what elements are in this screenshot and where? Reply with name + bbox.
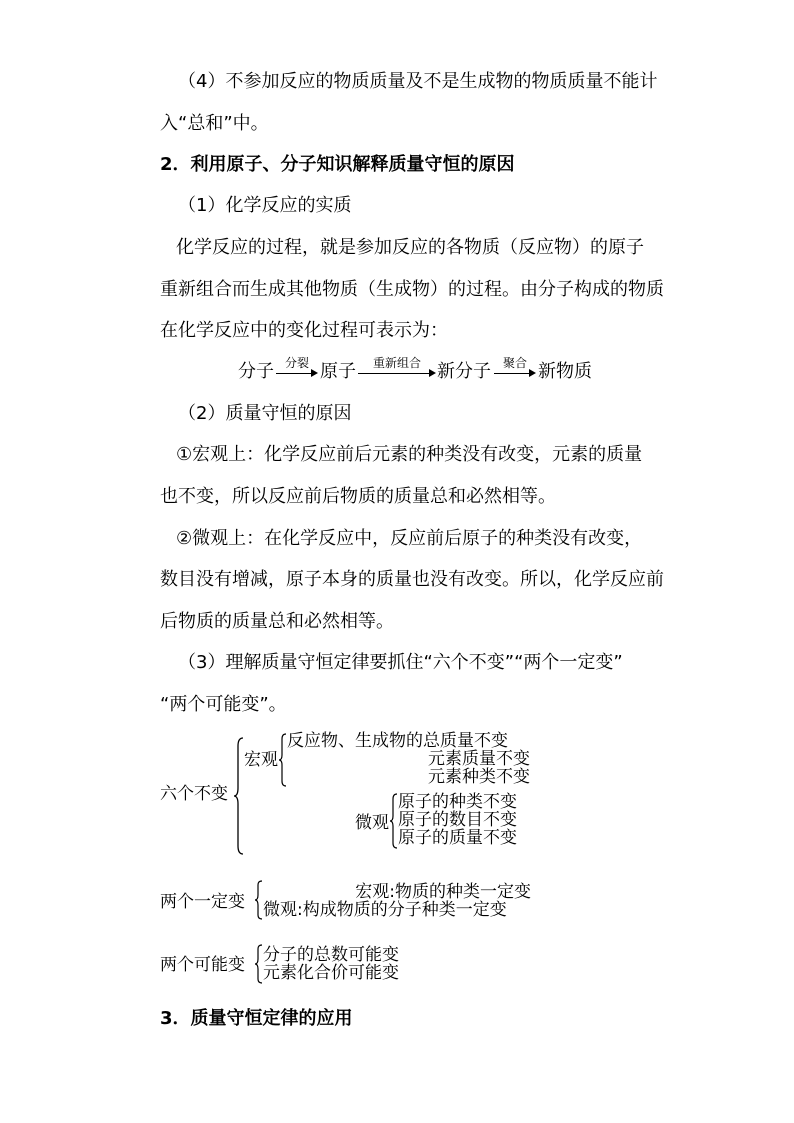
flow-new-substance: 新物质 bbox=[538, 361, 592, 382]
micro-item: 原子的数目不变 bbox=[398, 810, 517, 830]
understanding-line1: （3）理解质量守恒定律要抓住“六个不变”“两个一定变” bbox=[178, 652, 623, 673]
flow-molecule: 分子 bbox=[238, 361, 274, 382]
reason-title: （2）质量守恒的原因 bbox=[178, 403, 352, 424]
six-unchanged-label: 六个不变 bbox=[160, 784, 228, 804]
arrow-split bbox=[276, 356, 318, 386]
section2-heading: 2．利用原子、分子知识解释质量守恒的原因 bbox=[160, 154, 515, 175]
arrow-recombine-label: 重新组合 bbox=[372, 356, 421, 370]
arrow-split-label: 分裂 bbox=[284, 356, 309, 370]
micro-label: 微观 bbox=[355, 813, 389, 833]
must-change-item: 微观:构成物质的分子种类一定变 bbox=[263, 900, 507, 920]
micro-line3: 后物质的质量总和必然相等。 bbox=[160, 611, 394, 632]
arrow-polymerize-line bbox=[494, 373, 530, 374]
reaction-flow bbox=[238, 356, 618, 386]
flow-atom: 原子 bbox=[320, 361, 356, 382]
section3-heading: 3．质量守恒定律的应用 bbox=[160, 1008, 353, 1029]
arrow-head-icon bbox=[311, 369, 318, 377]
arrow-recombine bbox=[358, 356, 436, 386]
sub1-title: （1）化学反应的实质 bbox=[178, 195, 352, 216]
must-change-item: 宏观:物质的种类一定变 bbox=[355, 882, 531, 902]
macro-label: 宏观 bbox=[244, 750, 278, 770]
arrow-polymerize bbox=[494, 356, 536, 386]
macro-item: 元素种类不变 bbox=[428, 767, 530, 787]
flow-new-molecule: 新分子 bbox=[437, 361, 491, 382]
micro-line2: 数目没有增减，原子本身的质量也没有改变。所以，化学反应前 bbox=[160, 569, 664, 590]
arrow-head-icon bbox=[529, 369, 536, 377]
item4-line1: （4）不参加反应的物质质量及不是生成物的物质质量不能计 bbox=[178, 71, 658, 92]
two-may-change-label: 两个可能变 bbox=[160, 955, 245, 975]
macro-item: 元素质量不变 bbox=[428, 749, 530, 769]
para1-line3: 在化学反应中的变化过程可表示为： bbox=[160, 320, 448, 341]
macro-line1: ①宏观上：化学反应前后元素的种类没有改变，元素的质量 bbox=[176, 444, 643, 465]
two-must-change-label: 两个一定变 bbox=[160, 892, 245, 912]
arrow-polymerize-label: 聚合 bbox=[502, 356, 527, 370]
understanding-line2: “两个可能变”。 bbox=[160, 694, 287, 715]
may-change-item: 分子的总数可能变 bbox=[263, 945, 399, 965]
arrow-head-icon bbox=[429, 369, 436, 377]
may-change-item: 元素化合价可能变 bbox=[263, 963, 399, 983]
para1-line2: 重新组合而生成其他物质（生成物）的过程。由分子构成的物质 bbox=[160, 279, 664, 300]
macro-item: 反应物、生成物的总质量不变 bbox=[287, 731, 508, 751]
arrow-recombine-line bbox=[358, 373, 430, 374]
macro-line2: 也不变，所以反应前后物质的质量总和必然相等。 bbox=[160, 486, 556, 507]
micro-item: 原子的种类不变 bbox=[398, 792, 517, 812]
arrow-split-line bbox=[276, 373, 312, 374]
item4-line2: 入“总和”中。 bbox=[160, 113, 269, 134]
micro-line1: ②微观上：在化学反应中，反应前后原子的种类没有改变， bbox=[176, 528, 643, 549]
micro-item: 原子的质量不变 bbox=[398, 828, 517, 848]
para1-line1: 化学反应的过程，就是参加反应的各物质（反应物）的原子 bbox=[176, 237, 644, 258]
